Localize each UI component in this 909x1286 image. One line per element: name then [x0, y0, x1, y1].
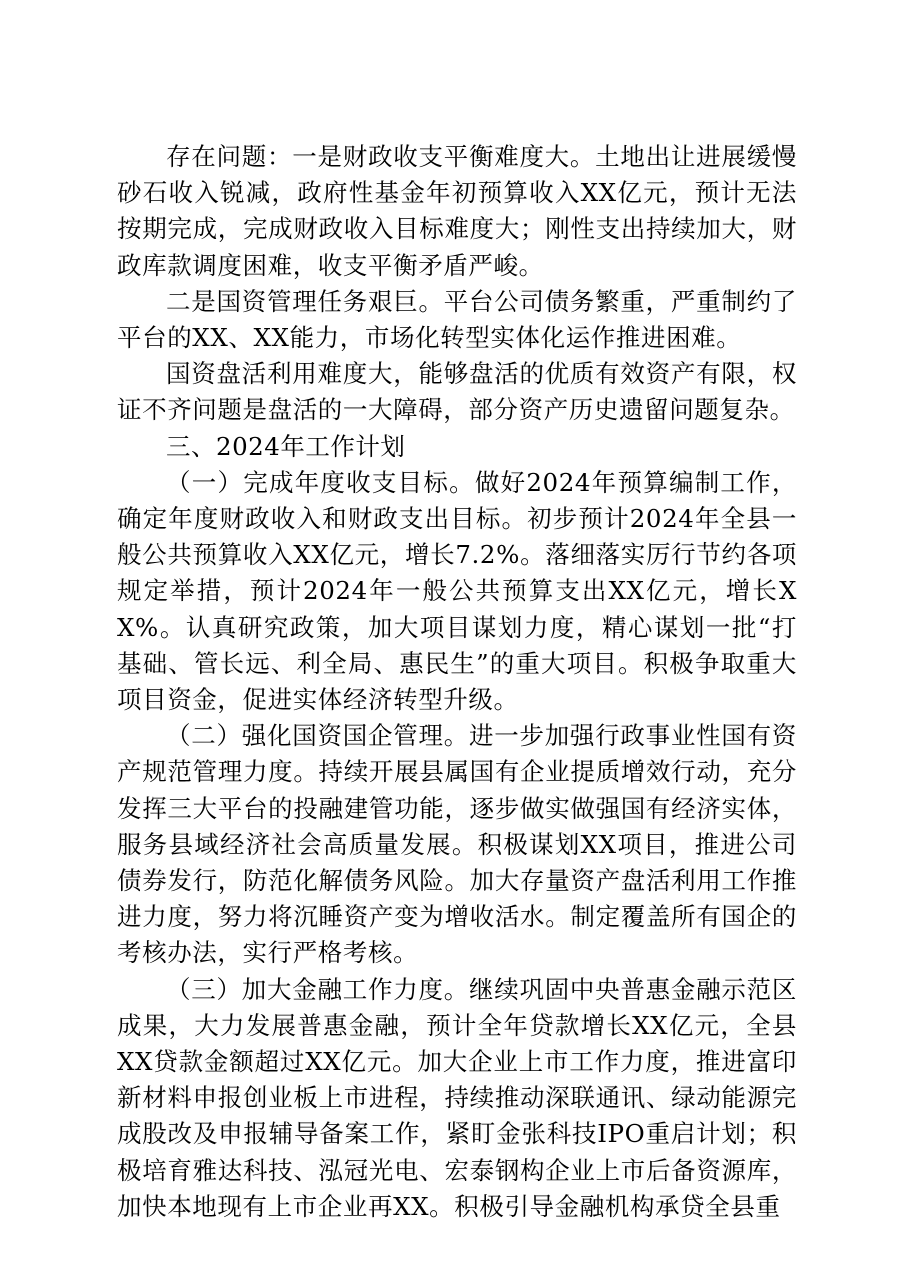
section-heading: 三、2024年工作计划 — [166, 431, 406, 461]
plan-item-lead: （三）加大金融工作力度。 — [166, 974, 469, 1004]
paragraph-text: 国资盘活利用难度大，能够盘活的优质有效资产有限，权证不齐问题是盘活的一大障碍，部分资产历史遗留问题复杂。 — [117, 359, 797, 425]
document-body — [117, 139, 797, 1225]
plan-item-finance-work — [117, 972, 797, 1225]
plan-item-text: 进一步加强行政事业性国有资产规范管理力度。持续开展县属国有企业提质增效行动，充分发挥三大平台的投融建管功能，逐步做实做强国有经济实体，服务县域经济社会高质量发展。积极谋划XX项目，推进公司债券发行，防范化解债务风险。加大存量资产盘活利用工作推进力度，努力将沉睡资产变为增收活水。制定覆盖所有国企的考核办法，实行严格考核。 — [117, 721, 797, 968]
plan-item-text: 继续巩固中央普惠金融示范区成果，大力发展普惠金融，预计全年贷款增长XX亿元，全县XX贷款金额超过XX亿元。加大企业上市工作力度，推进富印新材料申报创业板上市进程，持续推动深联通讯、绿动能源完成股改及申报辅导备案工作，紧盯金张科技IPO重启计划；积极培育雅达科技、泓冠光电、宏泰钢构企业上市后备资源库，加快本地现有上市企业再XX。积极引导金融机构承贷全县重 — [117, 974, 797, 1221]
paragraph-problems-finance — [117, 139, 797, 284]
paragraph-problems-asset-revitalization — [117, 356, 797, 428]
paragraph-problems-state-assets — [117, 284, 797, 356]
plan-item-text: 做好2024年预算编制工作，确定年度财政收入和财政支出目标。初步预计2024年全县一般公共预算收入XX亿元，增长7.2%。落细落实厉行节约各项规定举措，预计2024年一般公共预算支出XX亿元，增长XX%。认真研究政策，加大项目谋划力度，精心谋划一批“打基础、管长远、利全局、惠民生”的重大项目。积极争取重大项目资金，促进实体经济转型升级。 — [117, 467, 798, 715]
paragraph-text: 二是国资管理任务艰巨。平台公司债务繁重，严重制约了平台的XX、XX能力，市场化转型实体化运作推进困难。 — [117, 286, 797, 353]
plan-item-lead: （一）完成年度收支目标。 — [166, 467, 475, 497]
plan-item-budget — [117, 465, 797, 718]
plan-item-lead: （二）强化国资国企管理。 — [166, 721, 469, 751]
paragraph-text: 存在问题：一是财政收支平衡难度大。土地出让进展缓慢砂石收入锐减，政府性基金年初预算收入XX亿元，预计无法按期完成，完成财政收入目标难度大；刚性支出持续加大，财政库款调度困难，收支平衡矛盾严峻。 — [117, 142, 797, 280]
plan-item-state-enterprises — [117, 718, 797, 971]
